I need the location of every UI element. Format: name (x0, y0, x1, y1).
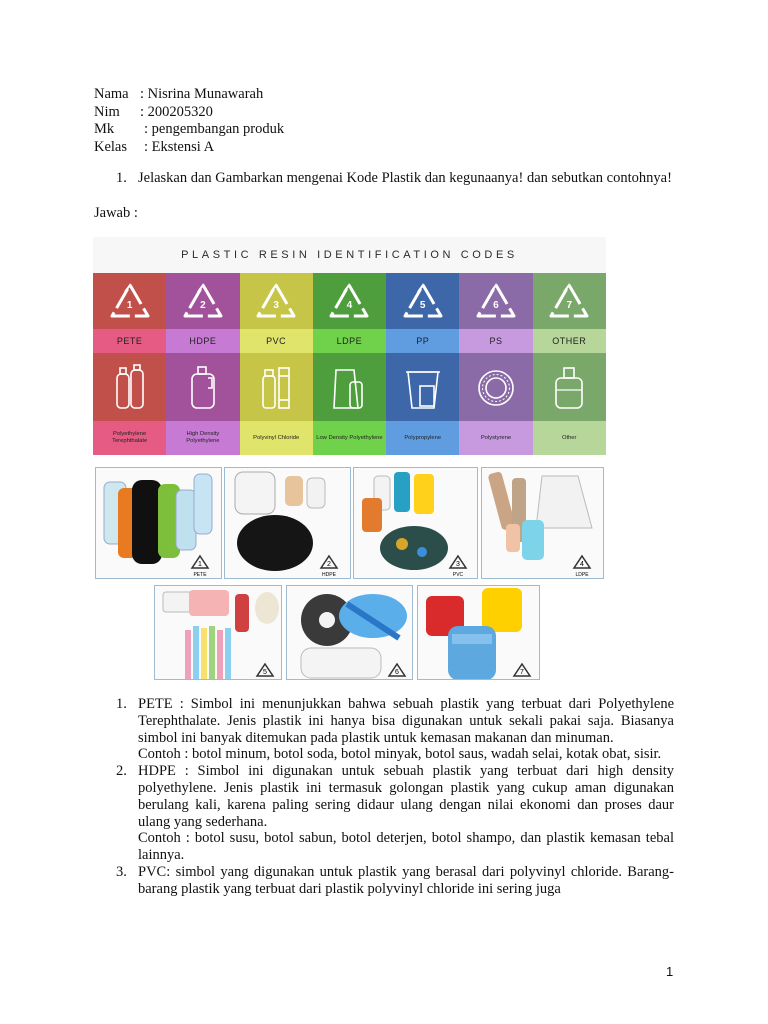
photo-hdpe (224, 467, 351, 579)
kelas-value: : Ekstensi A (144, 138, 215, 155)
resin-code-number: 4 (346, 299, 353, 311)
recycle-triangle-icon (533, 273, 606, 329)
photo-other (417, 585, 540, 680)
resin-code-name: Polypropylene (386, 421, 459, 455)
recycle-triangle-icon (386, 273, 459, 329)
bottles-icon (93, 353, 166, 421)
resin-code-number: 6 (493, 299, 499, 311)
resin-code-name: Polyvinyl Chloride (240, 421, 313, 455)
nama-row (94, 86, 284, 104)
answer-number: 1. (116, 696, 127, 712)
photo-pp (154, 585, 282, 680)
photo-code-4: 4 (580, 561, 584, 568)
page-number: 1 (666, 964, 674, 979)
plate-icon (459, 353, 532, 421)
resin-code-abbr: OTHER (533, 329, 606, 353)
resin-code-other (533, 273, 606, 455)
nama-label: Nama (94, 86, 129, 102)
photo-code-5: 5 (263, 669, 267, 676)
resin-code-number: 2 (200, 299, 206, 311)
mk-row (94, 121, 284, 139)
resin-code-ps (459, 273, 532, 455)
resin-code-abbr: PP (386, 329, 459, 353)
answer-list (94, 696, 674, 898)
jawab-label: Jawab : (94, 205, 138, 221)
mk-label: Mk (94, 121, 115, 137)
resin-code-abbr: PETE (93, 329, 166, 353)
nama-value: : Nisrina Munawarah (140, 86, 264, 102)
pipes-icon (240, 353, 313, 421)
photo-label-hdpe: HDPE (322, 572, 336, 578)
kelas-row (94, 139, 284, 157)
photo-code-3: 3 (456, 561, 460, 568)
question-number: 1. (116, 170, 127, 186)
nim-value: : 200205320 (140, 103, 213, 120)
gallon-icon (533, 353, 606, 421)
photo-code-6: 6 (395, 669, 399, 676)
resin-code-pp (386, 273, 459, 455)
kelas-label: Kelas (94, 138, 128, 155)
resin-code-number: 3 (273, 299, 279, 311)
bag-icon (313, 353, 386, 421)
resin-code-pete (93, 273, 166, 455)
photo-row-1 (93, 467, 606, 579)
resin-code-number: 1 (126, 299, 133, 311)
photo-pvc (353, 467, 478, 579)
resin-code-abbr: HDPE (166, 329, 239, 353)
recycle-triangle-icon (459, 273, 532, 329)
jug-icon (166, 353, 239, 421)
photo-label-pete: PETE (193, 572, 207, 578)
photo-ldpe (481, 467, 604, 579)
resin-code-name: Polyethylene Terephthalate (93, 421, 166, 455)
answer-text: PETE : Simbol ini menunjukkan bahwa sebuah plastik yang terbuat dari Polyethylene Terephthalate. Jenis plastik ini hanya bisa digunakan untuk sekali pakai saja. Biasanya simbol ini banyak ditemukan pada plastik untuk kemasan makanan dan minuman. (138, 696, 674, 746)
question (94, 170, 674, 188)
photo-ps (286, 585, 413, 680)
answer-text: HDPE : Simbol ini digunakan untuk sebuah plastik yang terbuat dari high density polyethylene. Jenis plastik ini termasuk golongan plastik yang cukup aman digunakan berulang kali, karena paling sering didaur ulang dengan nilai ekonomi dan proses daur ulang yang sederhana. (138, 763, 674, 830)
infographic-title: PLASTIC RESIN IDENTIFICATION CODES (93, 237, 606, 273)
photo-row-2 (93, 585, 606, 680)
photo-code-2: 2 (327, 561, 331, 568)
resin-code-number: 7 (566, 299, 572, 311)
recycle-triangle-icon (93, 273, 166, 329)
resin-code-name: Other (533, 421, 606, 455)
photo-pete (95, 467, 222, 579)
answer-text: PVC: simbol yang digunakan untuk plastik yang berasal dari polyvinyl chloride. Barang-barang plastik yang terbuat dari plastik polyvinyl chloride ini sering juga (138, 863, 674, 897)
identity-block (94, 86, 284, 156)
resin-code-name: High Density Polyethylene (166, 421, 239, 455)
recycle-triangle-icon (313, 273, 386, 329)
answer-example: Contoh : botol susu, botol sabun, botol deterjen, botol shampo, dan plastik kemasan tebal lainnya. (138, 830, 674, 864)
answer-number: 2. (116, 763, 127, 780)
answer-number: 3. (116, 863, 127, 880)
photo-label-pvc: PVC (452, 572, 464, 578)
photo-code-7: 7 (520, 669, 524, 676)
resin-code-number: 5 (419, 299, 426, 311)
resin-code-name: Low Density Polyethylene (313, 421, 386, 455)
recycle-triangle-icon (166, 273, 239, 329)
resin-codes-infographic (93, 237, 606, 680)
recycle-triangle-icon (240, 273, 313, 329)
answer-item-pete (94, 696, 674, 763)
nim-label: Nim (94, 103, 120, 120)
resin-code-grid (93, 273, 606, 455)
mk-value: : pengembangan produk (144, 121, 285, 137)
resin-code-abbr: PS (459, 329, 532, 353)
nim-row (94, 104, 284, 122)
answer-item-pvc (94, 864, 674, 898)
answer-item-hdpe (94, 763, 674, 864)
resin-code-name: Polystyrene (459, 421, 532, 455)
photo-label-ldpe: LDPE (575, 572, 589, 578)
resin-code-pvc (240, 273, 313, 455)
cup-icon (386, 353, 459, 421)
photo-code-1: 1 (198, 561, 202, 568)
resin-code-hdpe (166, 273, 239, 455)
resin-code-ldpe (313, 273, 386, 455)
answer-example: Contoh : botol minum, botol soda, botol minyak, botol saus, wadah selai, kotak obat, sisir. (138, 746, 662, 763)
question-text: Jelaskan dan Gambarkan mengenai Kode Plastik dan kegunaanya! dan sebutkan contohnya! (138, 170, 672, 186)
resin-code-abbr: PVC (240, 329, 313, 353)
resin-code-abbr: LDPE (313, 329, 386, 353)
